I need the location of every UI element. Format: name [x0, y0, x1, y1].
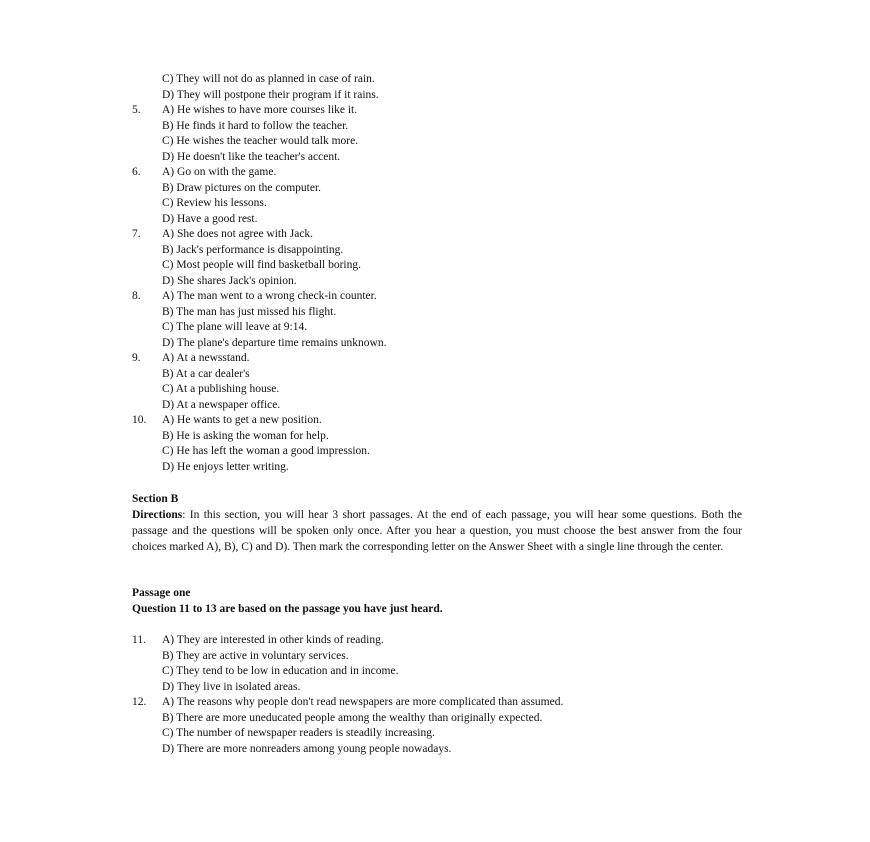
- option: B) Jack's performance is disappointing.: [162, 244, 344, 256]
- question-number: 8.: [132, 290, 141, 302]
- option: A) The man went to a wrong check-in counter.: [162, 290, 377, 302]
- option: B) He finds it hard to follow the teacher.: [162, 120, 349, 132]
- option: D) They live in isolated areas.: [162, 681, 301, 693]
- option: A) He wishes to have more courses like it.: [162, 104, 358, 116]
- option-4d: D) They will postpone their program if it rains.: [162, 89, 379, 101]
- question-number: 7.: [132, 228, 141, 240]
- option: B) There are more uneducated people among the wealthy than originally expected.: [162, 712, 543, 724]
- option: A) Go on with the game.: [162, 166, 277, 178]
- option: C) At a publishing house.: [162, 383, 280, 395]
- option: A) The reasons why people don't read newspapers are more complicated than assumed.: [162, 696, 564, 708]
- question-number: 5.: [132, 104, 141, 116]
- option: B) The man has just missed his flight.: [162, 306, 337, 318]
- option: B) At a car dealer's: [162, 368, 250, 380]
- option: B) Draw pictures on the computer.: [162, 182, 322, 194]
- option: A) She does not agree with Jack.: [162, 228, 314, 240]
- option: D) There are more nonreaders among young people nowadays.: [162, 743, 452, 755]
- option: C) He has left the woman a good impression.: [162, 445, 370, 457]
- option: C) Most people will find basketball boring.: [162, 259, 361, 271]
- option: D) He enjoys letter writing.: [162, 461, 289, 473]
- directions-label: Directions: [132, 509, 183, 521]
- question-number: 12.: [132, 696, 147, 708]
- option: C) The plane will leave at 9:14.: [162, 321, 308, 333]
- option: C) They tend to be low in education and in income.: [162, 665, 399, 677]
- directions-text: : In this section, you will hear 3 short passages. At the end of each passage, you will hear some questions. Both the passage and the questions will be spoken only once. After you hear a question, you must choose the best answer from the four choices marked A), B), C) and D). Then mark the corresponding letter on the Answer Sheet with a single line through the center.: [132, 509, 742, 553]
- option-4c: C) They will not do as planned in case of rain.: [162, 73, 375, 85]
- option: D) The plane's departure time remains unknown.: [162, 337, 387, 349]
- option: C) The number of newspaper readers is steadily increasing.: [162, 727, 435, 739]
- option: A) At a newsstand.: [162, 352, 250, 364]
- option: D) At a newspaper office.: [162, 399, 281, 411]
- question-number: 9.: [132, 352, 141, 364]
- option: C) Review his lessons.: [162, 197, 267, 209]
- option: C) He wishes the teacher would talk more.: [162, 135, 359, 147]
- question-number: 11.: [132, 634, 146, 646]
- option: B) He is asking the woman for help.: [162, 430, 329, 442]
- option: A) He wants to get a new position.: [162, 414, 322, 426]
- option: B) They are active in voluntary services.: [162, 650, 349, 662]
- passage-subheading: Question 11 to 13 are based on the passage you have just heard.: [132, 603, 443, 615]
- question-number: 6.: [132, 166, 141, 178]
- option: D) He doesn't like the teacher's accent.: [162, 151, 341, 163]
- question-number: 10.: [132, 414, 147, 426]
- passage-heading: Passage one: [132, 587, 191, 599]
- option: D) Have a good rest.: [162, 213, 258, 225]
- directions-paragraph: [132, 507, 742, 555]
- option: A) They are interested in other kinds of reading.: [162, 634, 384, 646]
- section-heading: Section B: [132, 493, 179, 505]
- option: D) She shares Jack's opinion.: [162, 275, 297, 287]
